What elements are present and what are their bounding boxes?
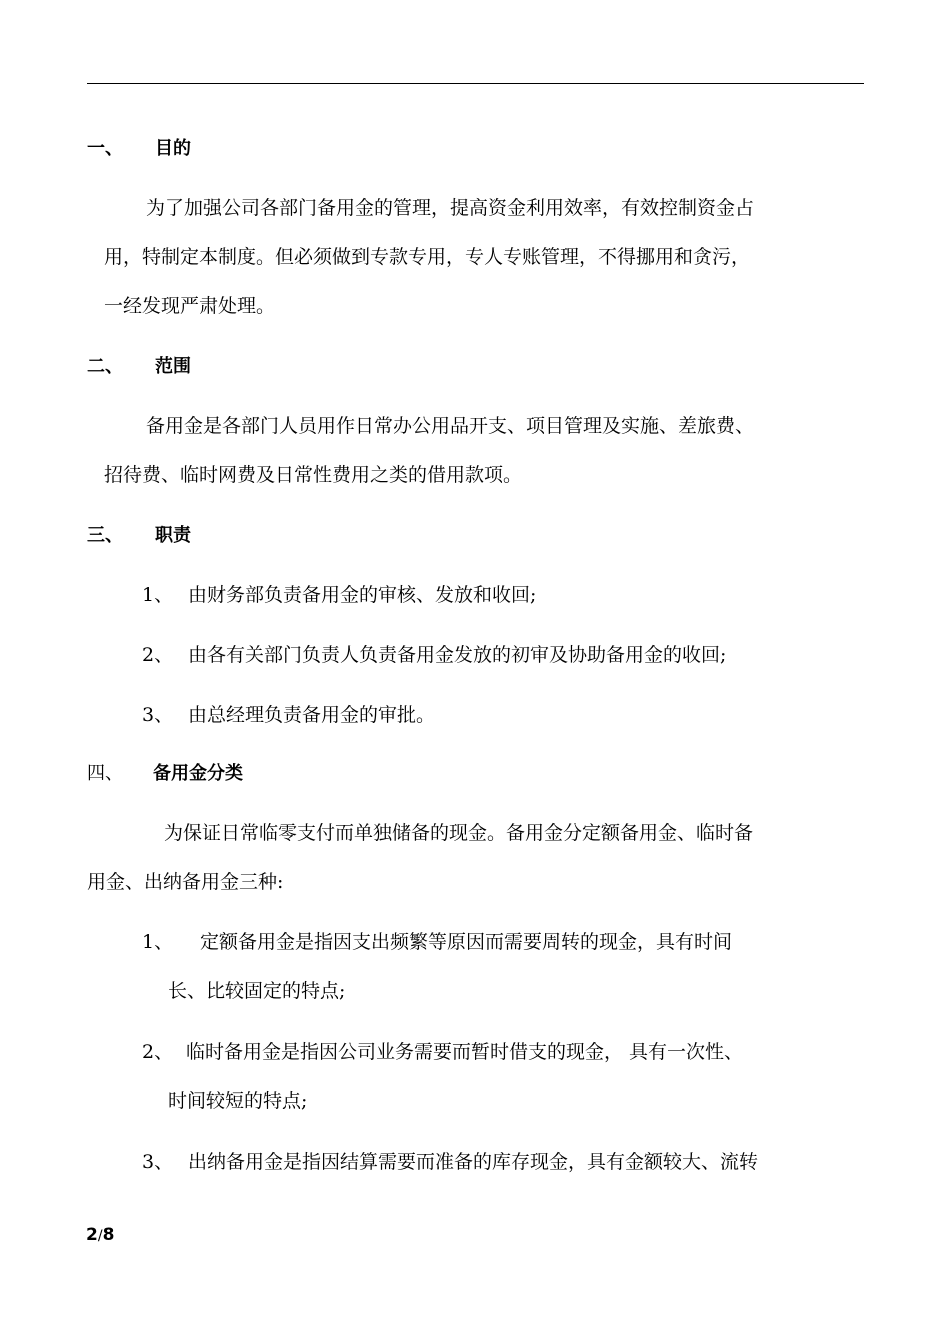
section-2-heading: [87, 355, 191, 379]
section-4-heading: [87, 762, 243, 786]
list-item-number: 1、: [142, 931, 174, 953]
paragraph-line: 为了加强公司各部门备用金的管理，提高资金利用效率，有效控制资金占: [146, 197, 755, 219]
list-item: [142, 583, 536, 607]
page-total: 8: [102, 1225, 115, 1245]
section-number: 三、: [87, 525, 123, 546]
list-item-text: 出纳备用金是指因结算需要而准备的库存现金，具有金额较大、流转: [188, 1151, 759, 1173]
list-item-number: 2、: [142, 644, 174, 666]
section-1-heading: [87, 137, 191, 161]
page-number: [86, 1225, 114, 1245]
list-item-number: 3、: [142, 1151, 174, 1173]
list-item-continuation: 时间较短的特点;: [168, 1090, 308, 1112]
header-rule: [87, 83, 864, 84]
page-separator: /: [97, 1228, 103, 1244]
list-item-number: 2、: [142, 1041, 174, 1063]
paragraph-line: 一经发现严肃处理。: [104, 295, 276, 317]
paragraph-line: 为保证日常临零支付而单独储备的现金。备用金分定额备用金、临时备: [164, 822, 754, 844]
section-number: 一、: [87, 138, 123, 159]
paragraph-line: 招待费、临时网费及日常性费用之类的借用款项。: [104, 464, 523, 486]
list-item-text: 由总经理负责备用金的审批。: [188, 704, 436, 726]
list-item: [142, 1040, 743, 1064]
list-item: [142, 1150, 758, 1174]
list-item-text: 由财务部负责备用金的审核、发放和收回;: [188, 584, 537, 606]
list-item-continuation: 长、比较固定的特点;: [168, 980, 346, 1002]
section-title: 目的: [155, 138, 191, 159]
page-current: 2: [86, 1225, 98, 1245]
paragraph-line: 备用金是各部门人员用作日常办公用品开支、项目管理及实施、差旅费、: [146, 415, 755, 437]
list-item-text: 定额备用金是指因支出频繁等原因而需要周转的现金，具有时间: [200, 931, 733, 953]
paragraph-line: 用金、出纳备用金三种:: [87, 871, 284, 893]
list-item: [142, 643, 726, 667]
section-title: 职责: [155, 525, 191, 546]
paragraph-line: 用，特制定本制度。但必须做到专款专用，专人专账管理，不得挪用和贪污，: [104, 246, 751, 268]
list-item-number: 1、: [142, 584, 174, 606]
list-item-text: 临时备用金是指因公司业务需要而暂时借支的现金， 具有一次性、: [186, 1041, 744, 1063]
section-3-heading: [87, 524, 191, 548]
list-item: [142, 930, 732, 954]
list-item-text: 由各有关部门负责人负责备用金发放的初审及协助备用金的收回;: [188, 644, 727, 666]
list-item-number: 3、: [142, 704, 174, 726]
list-item: [142, 703, 435, 727]
section-number: 四、: [87, 763, 123, 784]
section-title: 范围: [155, 356, 191, 377]
section-title: 备用金分类: [153, 763, 243, 784]
section-number: 二、: [87, 356, 123, 377]
